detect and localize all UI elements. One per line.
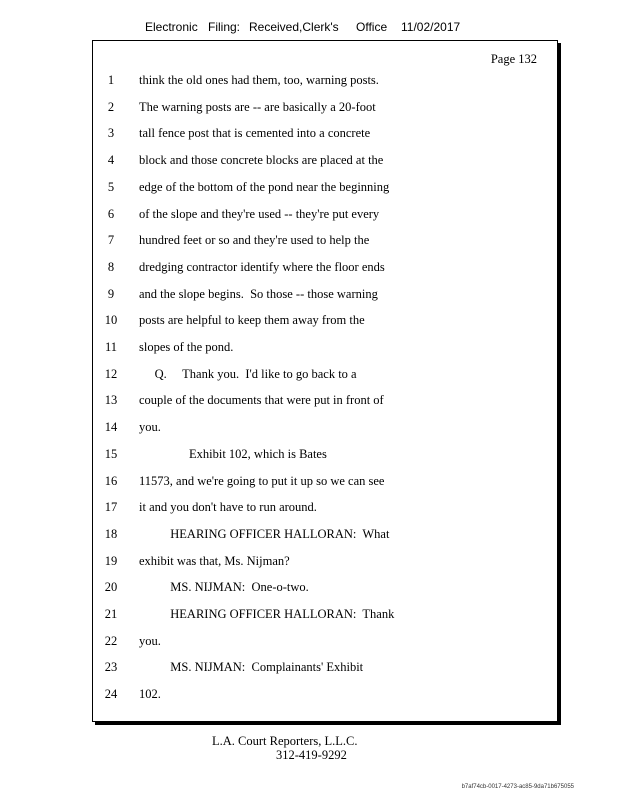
- transcript-line: [93, 500, 557, 520]
- line-number: 14: [104, 420, 118, 435]
- line-number: 11: [104, 340, 118, 354]
- transcript-line: [93, 207, 557, 227]
- line-number: 22: [104, 633, 118, 648]
- line-text: tall fence post that is cemented into a concrete: [139, 126, 371, 141]
- transcript-line: [93, 634, 557, 654]
- transcript-line: [93, 607, 557, 627]
- line-number: 10: [104, 313, 118, 328]
- line-number: 5: [107, 179, 115, 194]
- line-number: 16: [104, 473, 118, 488]
- transcript-line: [93, 233, 557, 253]
- transcript-line: [93, 100, 557, 120]
- line-text: edge of the bottom of the pond near the beginning: [139, 179, 390, 194]
- line-number: 3: [107, 126, 115, 141]
- line-text: HEARING OFFICER HALLORAN: Thank: [139, 607, 395, 621]
- line-text: 11573, and we're going to put it up so we can see: [139, 473, 385, 488]
- line-number: 15: [104, 446, 118, 461]
- line-number: 8: [107, 259, 115, 274]
- line-number: 2: [107, 99, 115, 114]
- document-hash: b7af74cb-0017-4273-ac85-9da71b675055: [461, 784, 574, 790]
- header-word-electronic: Electronic: [145, 20, 198, 34]
- header-word-received: Received,Clerk's: [249, 20, 339, 34]
- transcript-line: [93, 420, 557, 440]
- line-text: you.: [139, 420, 161, 435]
- line-number: 19: [104, 553, 118, 568]
- line-number: 23: [104, 660, 118, 675]
- transcript-line: [93, 73, 557, 93]
- transcript-line: [93, 287, 557, 307]
- transcript-line: [93, 313, 557, 333]
- line-text: of the slope and they're used -- they're put every: [139, 206, 380, 221]
- line-text: MS. NIJMAN: One-o-two.: [139, 580, 309, 595]
- line-text: you.: [139, 633, 161, 648]
- line-text: slopes of the pond.: [139, 340, 234, 354]
- transcript-line: [93, 367, 557, 387]
- transcript-line: [93, 687, 557, 707]
- header-date: 11/02/2017: [401, 20, 461, 34]
- line-text: dredging contractor identify where the floor ends: [139, 259, 385, 274]
- line-number: 6: [107, 206, 115, 221]
- line-number: 13: [104, 393, 118, 408]
- line-text: MS. NIJMAN: Complainants' Exhibit: [139, 660, 364, 675]
- line-text: Q. Thank you. I'd like to go back to a: [139, 366, 357, 381]
- line-text: 102.: [139, 687, 161, 702]
- line-text: Exhibit 102, which is Bates: [139, 446, 327, 461]
- header-word-office: Office: [356, 20, 388, 34]
- line-text: hundred feet or so and they're used to help the: [139, 233, 370, 248]
- header-word-filing: Filing:: [208, 20, 241, 34]
- transcript-line: [93, 126, 557, 146]
- line-number: 12: [104, 366, 118, 381]
- transcript-line: [93, 580, 557, 600]
- page-number: Page 132: [490, 52, 537, 66]
- transcript-page: [92, 40, 558, 722]
- line-text: block and those concrete blocks are placed at the: [139, 153, 384, 168]
- line-text: and the slope begins. So those -- those warning: [139, 286, 378, 301]
- transcript-line: [93, 660, 557, 680]
- line-number: 18: [104, 526, 118, 541]
- line-number: 7: [107, 233, 115, 248]
- transcript-line: [93, 393, 557, 413]
- transcript-line: [93, 447, 557, 467]
- reporter-phone: 312-419-9292: [276, 748, 347, 762]
- transcript-line: [93, 527, 557, 547]
- line-number: 24: [104, 687, 118, 702]
- line-number: 1: [107, 73, 115, 87]
- line-number: 9: [107, 286, 115, 301]
- transcript-line: [93, 153, 557, 173]
- transcript-line: [93, 554, 557, 574]
- transcript-line: [93, 180, 557, 200]
- line-text: The warning posts are -- are basically a 20-foot: [139, 99, 376, 114]
- line-number: 20: [104, 580, 118, 595]
- line-text: exhibit was that, Ms. Nijman?: [139, 553, 290, 568]
- line-text: HEARING OFFICER HALLORAN: What: [139, 526, 390, 541]
- line-text: posts are helpful to keep them away from the: [139, 313, 365, 328]
- line-number: 21: [104, 607, 118, 621]
- line-text: it and you don't have to run around.: [139, 500, 317, 515]
- transcript-line: [93, 260, 557, 280]
- transcript-line: [93, 474, 557, 494]
- line-text: think the old ones had them, too, warning posts.: [139, 73, 379, 87]
- line-number: 4: [107, 153, 115, 168]
- line-text: couple of the documents that were put in front of: [139, 393, 384, 408]
- reporter-company: L.A. Court Reporters, L.L.C.: [212, 734, 358, 748]
- line-number: 17: [104, 500, 118, 515]
- transcript-line: [93, 340, 557, 360]
